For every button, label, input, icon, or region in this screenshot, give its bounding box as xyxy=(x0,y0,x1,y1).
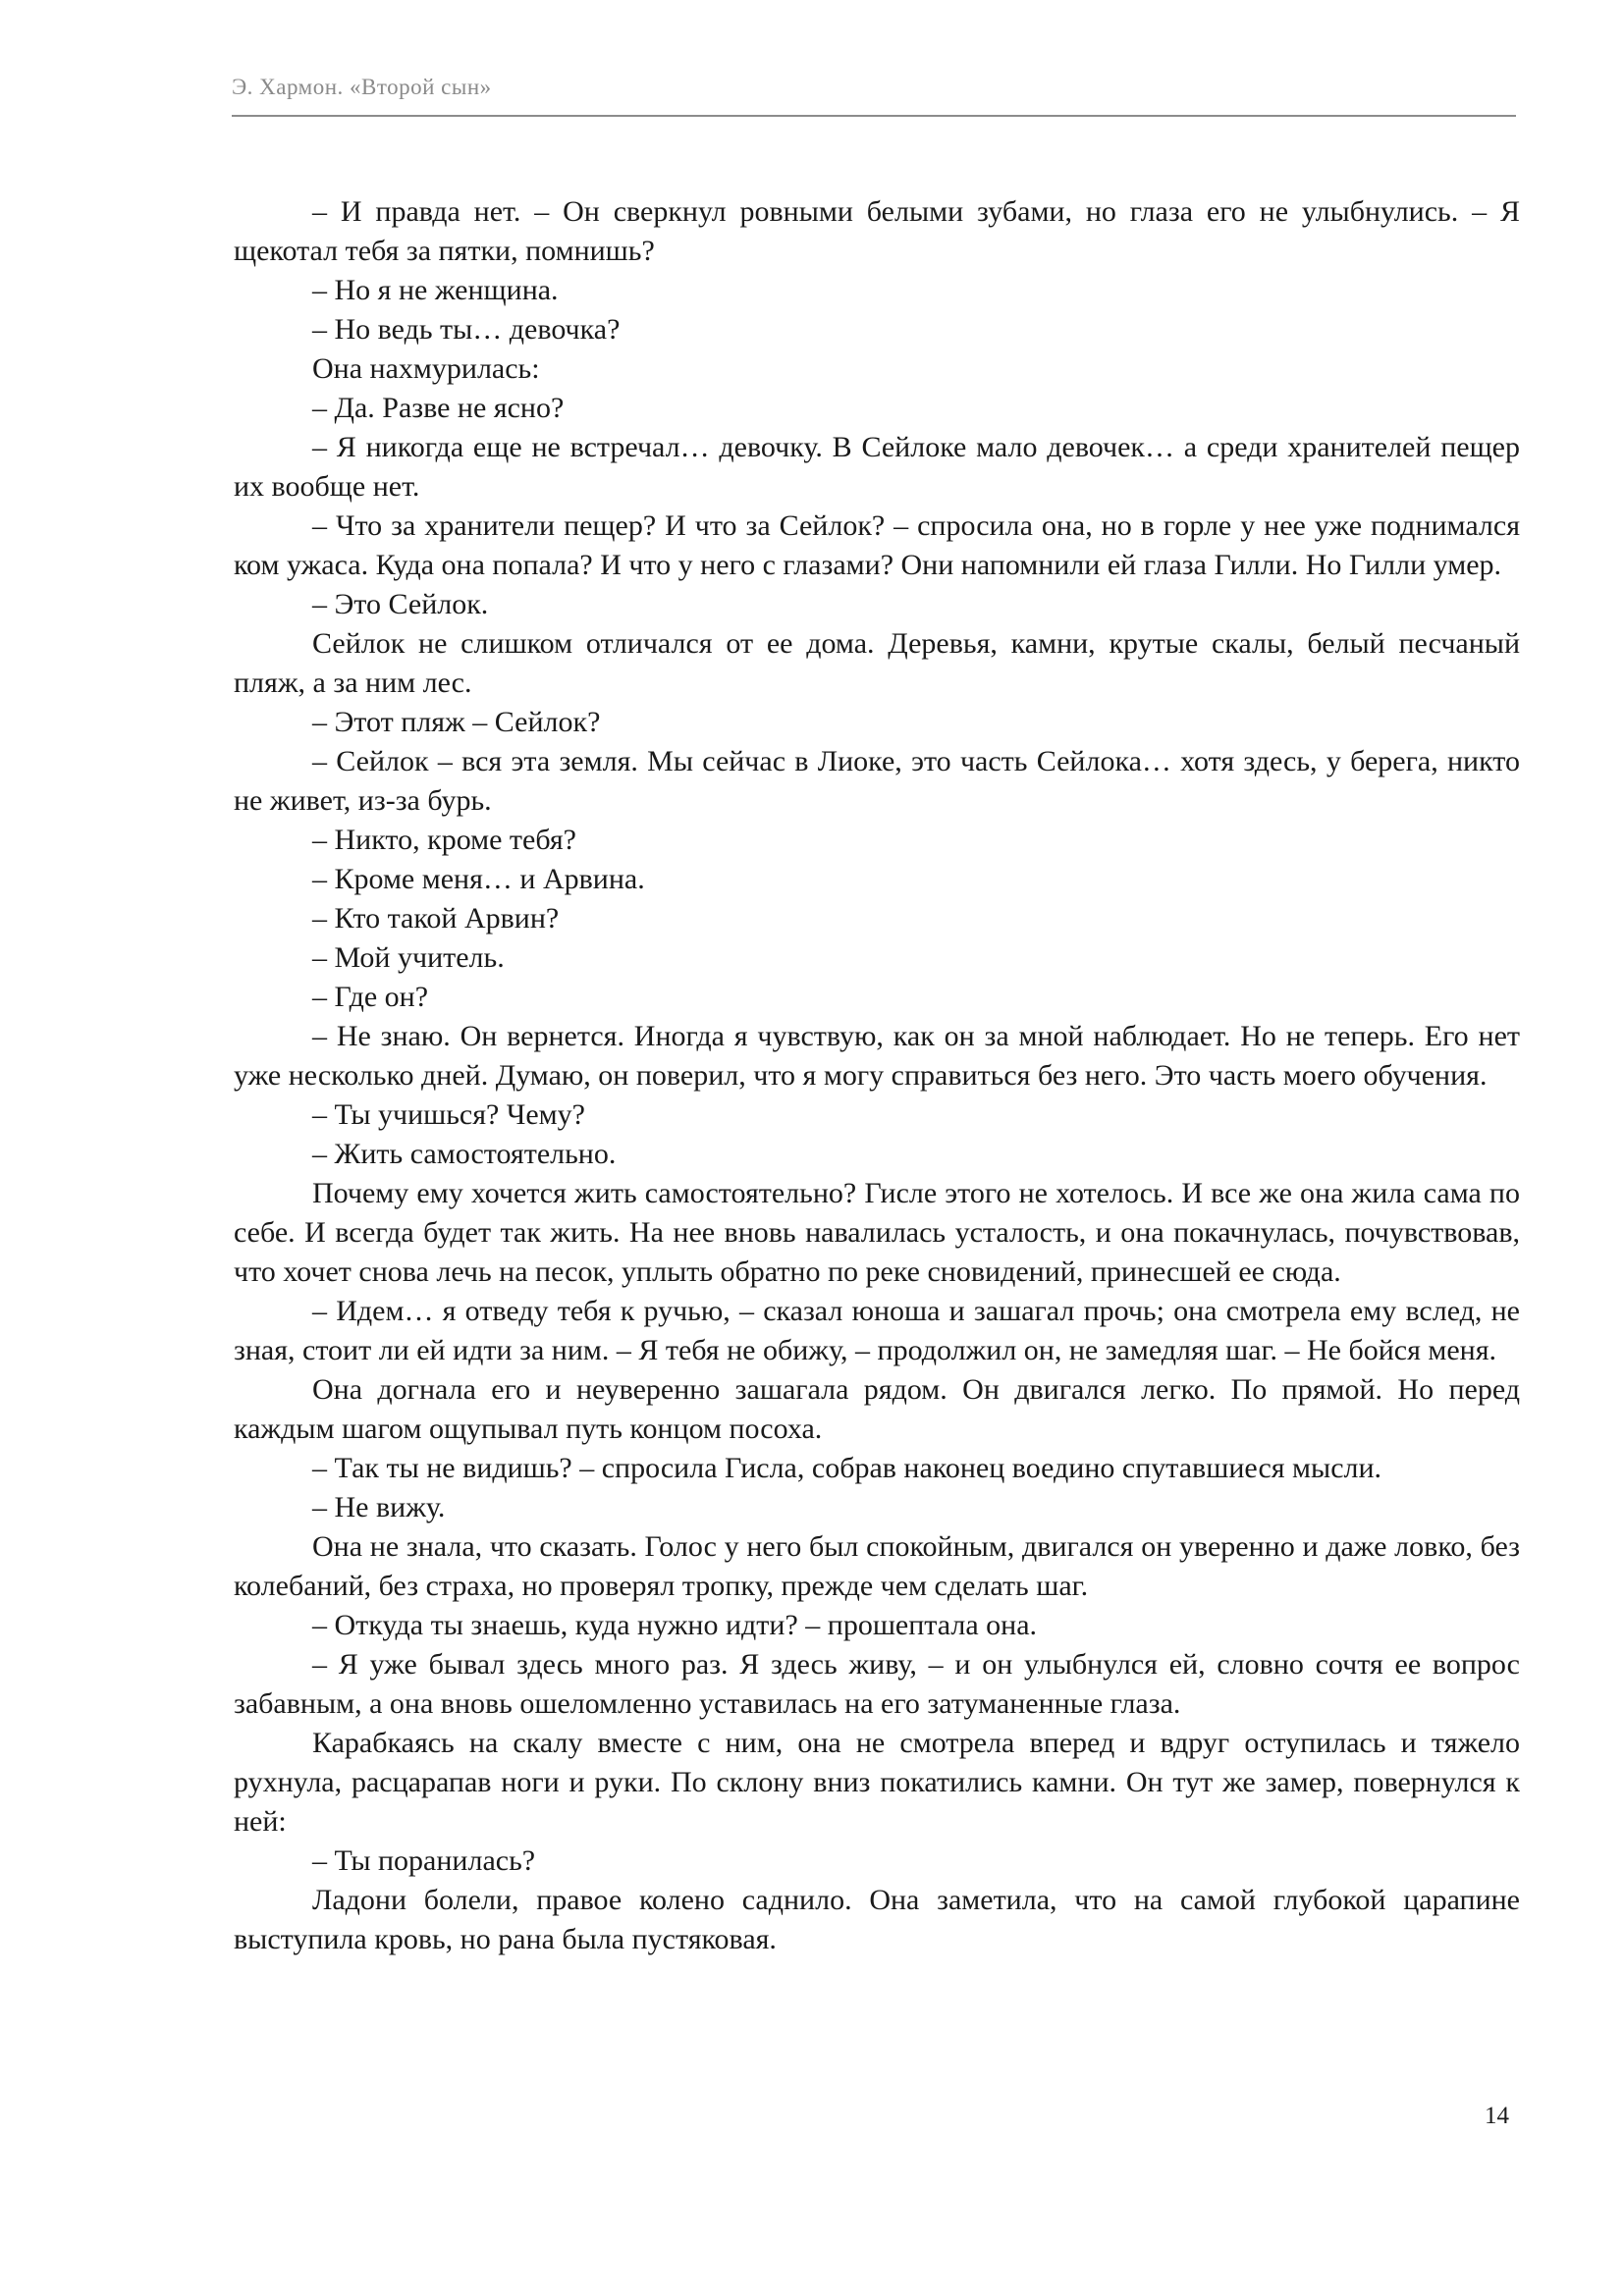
paragraph: Сейлок не слишком отличался от ее дома. Деревья, камни, крутые скалы, белый песчаный пляж, а за ним лес. xyxy=(234,627,1520,699)
running-header: Э. Хармон. «Второй сын» xyxy=(232,75,492,99)
paragraph: Карабкаясь на скалу вместе с ним, она не смотрела вперед и вдруг оступилась и тяжело рухнула, расцарапав ноги и руки. По склону вниз покатились камни. Он тут же замер, повернулся к ней: xyxy=(234,1727,1520,1838)
paragraph: – Откуда ты знаешь, куда нужно идти? – прошептала она. xyxy=(312,1609,1038,1641)
paragraph: – Не вижу. xyxy=(312,1491,446,1523)
paragraph: – Я уже бывал здесь много раз. Я здесь живу, – и он улыбнулся ей, словно сочтя ее вопрос забавным, а она вновь ошеломленно уставилась на его затуманенные глаза. xyxy=(234,1648,1520,1720)
paragraph: – И правда нет. – Он сверкнул ровными белыми зубами, но глаза его не улыбнулись. – Я щекотал тебя за пятки, помнишь? xyxy=(234,195,1520,267)
paragraph: Почему ему хочется жить самостоятельно? Гисле этого не хотелось. И все же она жила сама по себе. И всегда будет так жить. На нее вновь навалилась усталость, и она покачнулась, почувствовав, что хочет снова лечь на песок, уплыть обратно по реке сновидений, принесшей ее сюда. xyxy=(234,1177,1520,1288)
page-number: 14 xyxy=(1485,2103,1509,2129)
paragraph: – Сейлок – вся эта земля. Мы сейчас в Лиоке, это часть Сейлока… хотя здесь, у берега, никто не живет, из-за бурь. xyxy=(234,745,1520,817)
paragraph: – Ты поранилась? xyxy=(312,1844,536,1877)
paragraph: – Идем… я отведу тебя к ручью, – сказал юноша и зашагал прочь; она смотрела ему вслед, не зная, стоит ли ей идти за ним. – Я тебя не обижу, – продолжил он, не замедляя шаг. – Не бойся меня. xyxy=(234,1295,1520,1366)
paragraph: – Это Сейлок. xyxy=(312,588,489,620)
paragraph: – Да. Разве не ясно? xyxy=(312,392,565,424)
paragraph: – Никто, кроме тебя? xyxy=(312,824,576,856)
paragraph: – Но я не женщина. xyxy=(312,274,559,306)
paragraph: – Мой учитель. xyxy=(312,941,505,974)
paragraph: Она нахмурилась: xyxy=(312,352,540,385)
paragraph: – Я никогда еще не встречал… девочку. В Сейлоке мало девочек… а среди хранителей пещер их вообще нет. xyxy=(234,431,1520,503)
paragraph: – Так ты не видишь? – спросила Гисла, собрав наконец воедино спутавшиеся мысли. xyxy=(312,1452,1382,1484)
paragraph: – Кроме меня… и Арвина. xyxy=(312,863,645,895)
page-body xyxy=(234,192,1520,1959)
paragraph: Она догнала его и неуверенно зашагала рядом. Он двигался легко. По прямой. Но перед каждым шагом ощупывал путь концом посоха. xyxy=(234,1373,1520,1445)
paragraph: – Жить самостоятельно. xyxy=(312,1138,617,1170)
paragraph: – Но ведь ты… девочка? xyxy=(312,313,621,346)
paragraph: – Что за хранители пещер? И что за Сейлок? – спросила она, но в горле у нее уже поднимался ком ужаса. Куда она попала? И что у него с глазами? Они напомнили ей глаза Гилли. Но Гилли умер. xyxy=(234,509,1520,581)
paragraph: Она не знала, что сказать. Голос у него был спокойным, двигался он уверенно и даже ловко, без колебаний, без страха, но проверял тропку, прежде чем сделать шаг. xyxy=(234,1530,1520,1602)
paragraph: Ладони болели, правое колено саднило. Она заметила, что на самой глубокой царапине выступила кровь, но рана была пустяковая. xyxy=(234,1884,1520,1955)
header-divider xyxy=(232,115,1516,117)
paragraph: – Ты учишься? Чему? xyxy=(312,1098,585,1131)
paragraph: – Кто такой Арвин? xyxy=(312,902,560,934)
paragraph: – Где он? xyxy=(312,981,429,1013)
paragraph: – Не знаю. Он вернется. Иногда я чувствую, как он за мной наблюдает. Но не теперь. Его нет уже несколько дней. Думаю, он поверил, что я могу справиться без него. Это часть моего обучения. xyxy=(234,1020,1520,1092)
paragraph: – Этот пляж – Сейлок? xyxy=(312,706,601,738)
